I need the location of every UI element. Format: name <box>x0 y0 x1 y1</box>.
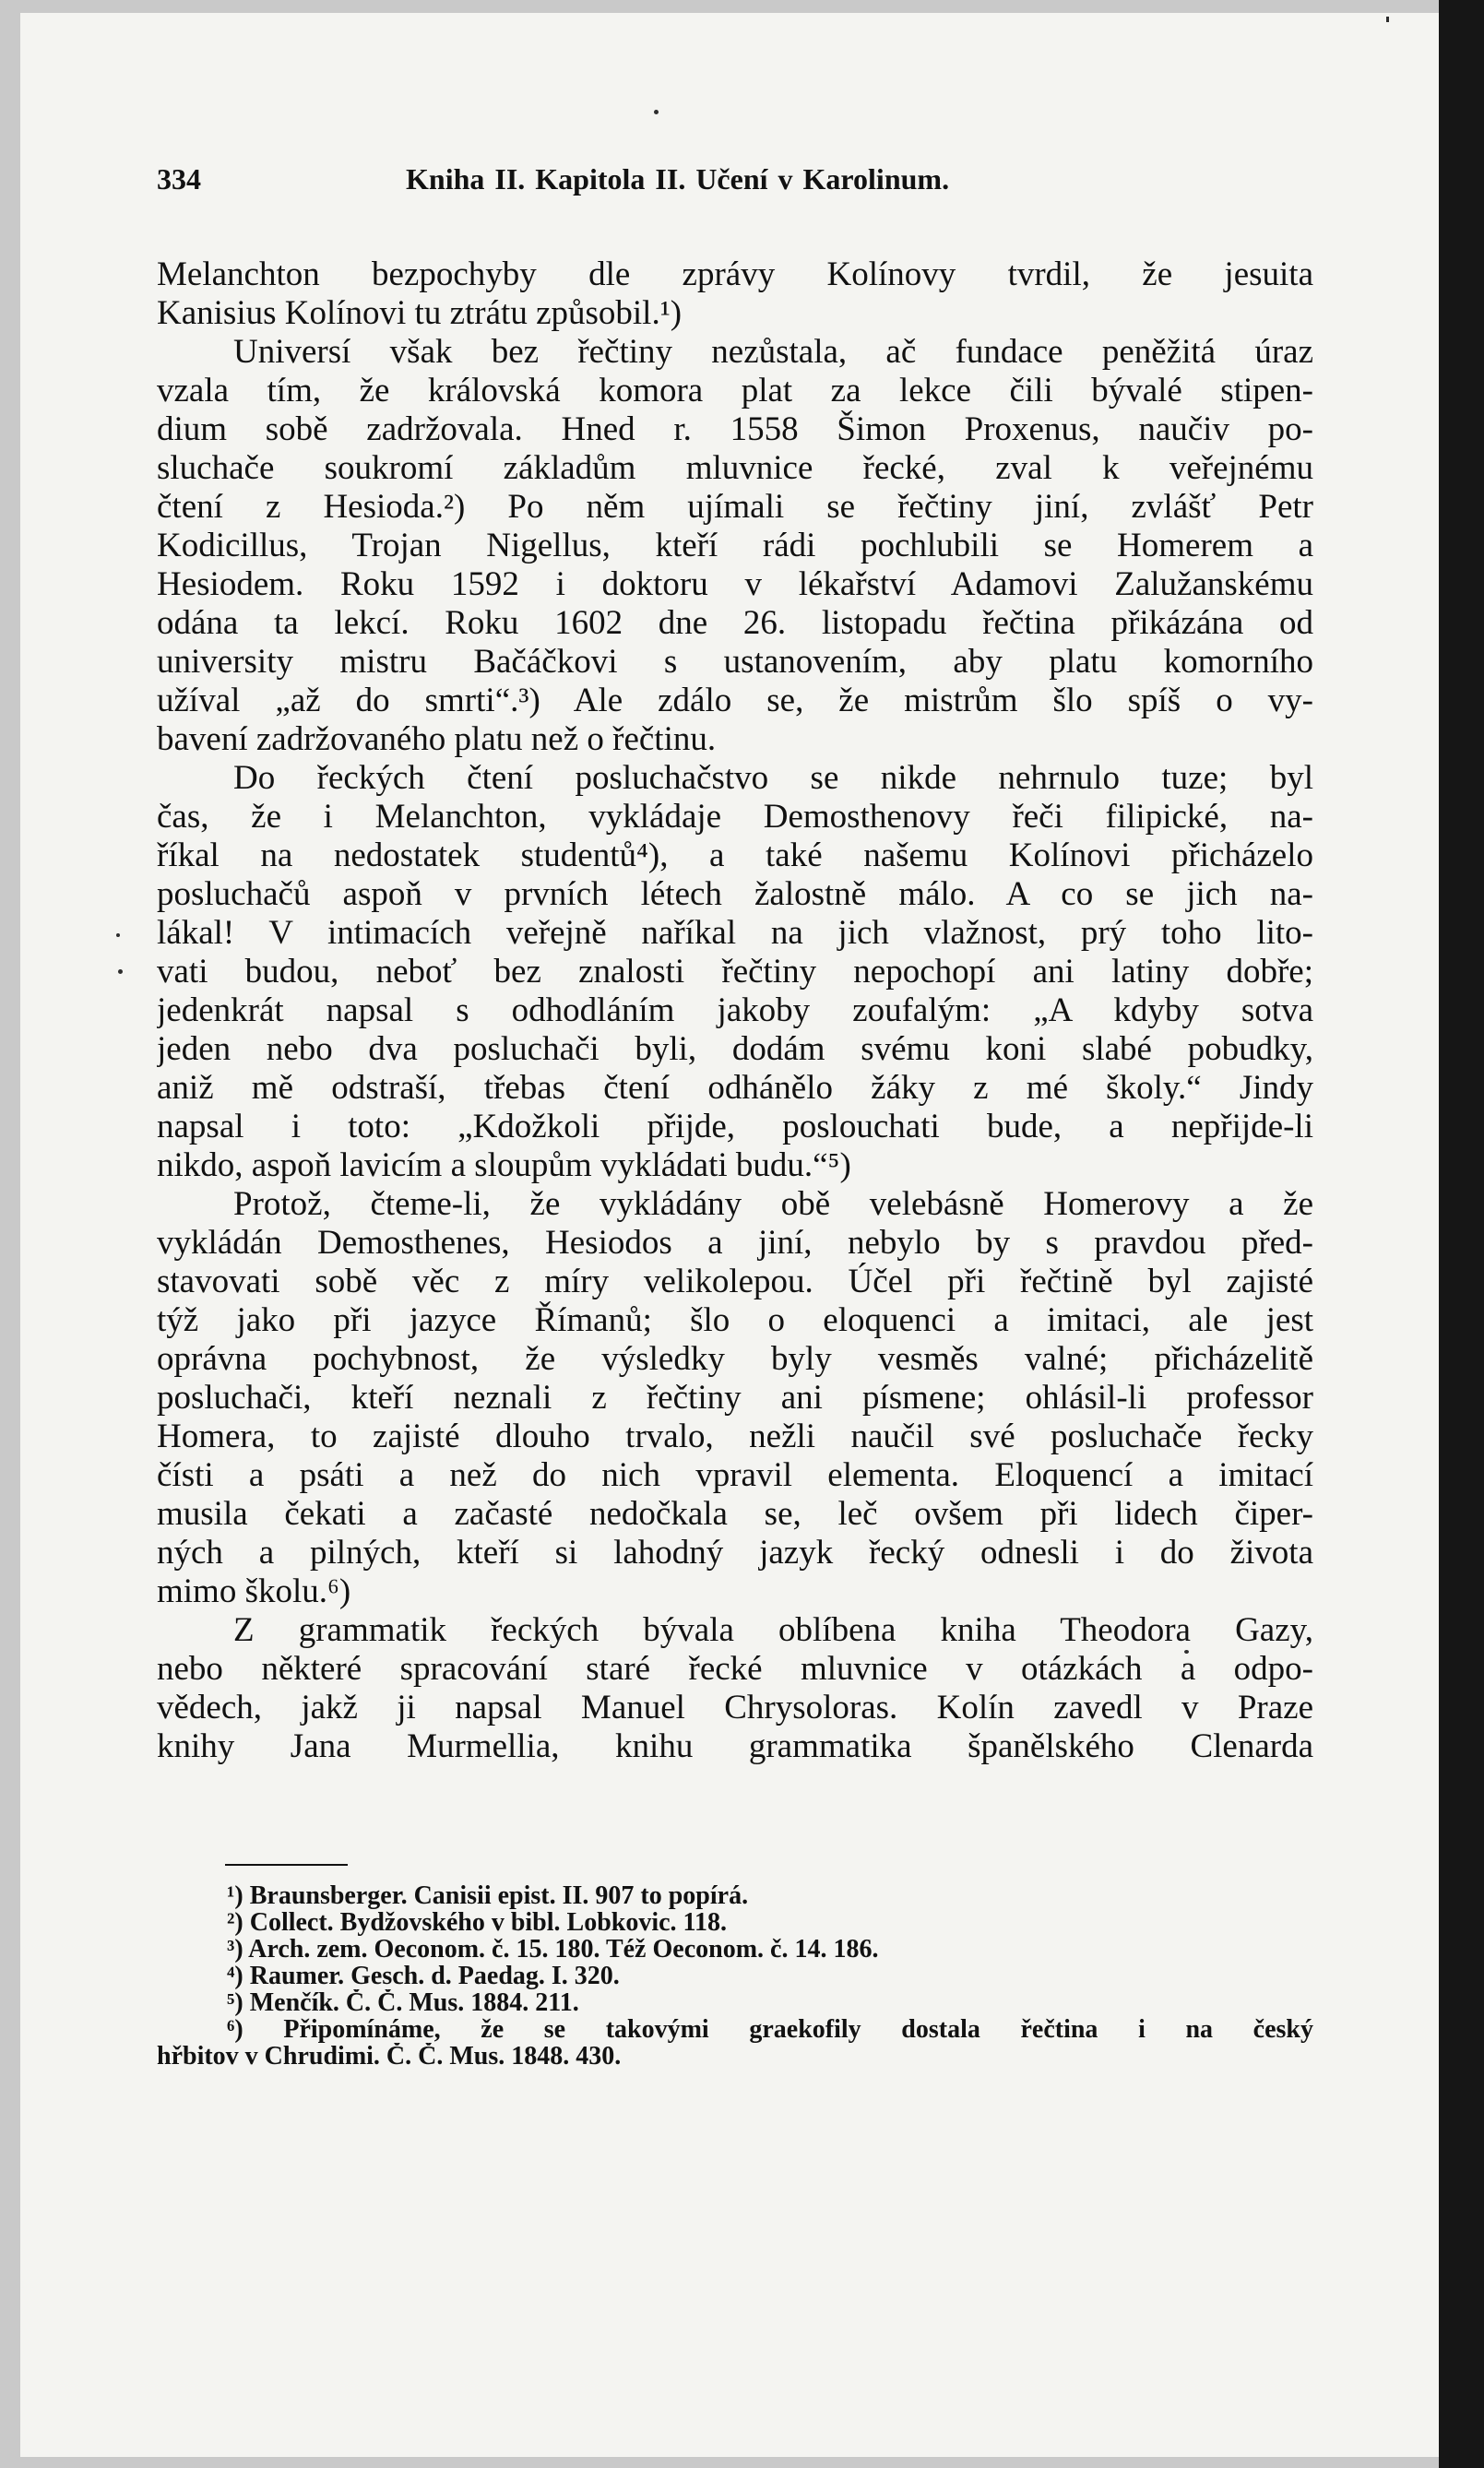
text-line: bavení zadržovaného platu než o řečtinu. <box>157 720 717 758</box>
text-line: nebo některé spracování staré řecké mluvnice v otázkách a odpo- <box>157 1650 1313 1688</box>
body-text <box>157 255 1313 1766</box>
text-line: jedenkrát napsal s odhodláním jakoby zoufalým: „A kdyby sotva <box>157 991 1313 1029</box>
footnotes <box>157 1882 1313 2070</box>
text-line: stavovati sobě věc z míry velikolepou. Účel při řečtině byl zajisté <box>157 1263 1313 1300</box>
footnote: ⁴) Raumer. Gesch. d. Paedag. I. 320. <box>227 1963 620 1989</box>
page-header <box>157 160 1313 197</box>
text-line: Hesiodem. Roku 1592 i doktoru v lékařství Adamovi Zalužanskému <box>157 565 1313 603</box>
footnote: ⁵) Menčík. Č. Č. Mus. 1884. 211. <box>227 1989 579 2016</box>
footnote-continuation: hřbitov v Chrudimi. Č. Č. Mus. 1848. 430. <box>157 2043 622 2070</box>
text-line: Do řeckých čtení posluchačstvo se nikde nehrnulo tuze; byl <box>233 759 1313 797</box>
text-line: Protož, čteme-li, že vykládány obě velebásně Homerovy a že <box>233 1185 1313 1223</box>
footnote: ³) Arch. zem. Oeconom. č. 15. 180. Též Oeconom. č. 14. 186. <box>227 1936 879 1963</box>
text-line: jeden nebo dva posluchači byli, dodám svému koni slabé pobudky, <box>157 1030 1313 1068</box>
text-line: vati budou, neboť bez znalosti řečtiny nepochopí ani latiny dobře; <box>157 953 1313 991</box>
text-line: aniž mě odstraší, třebas čtení odhánělo žáky z mé školy.“ Jindy <box>157 1069 1313 1107</box>
text-line: Z grammatik řeckých bývala oblíbena kniha Theodora Gazy, <box>233 1611 1313 1649</box>
text-line: ných a pilných, kteří si lahodný jazyk řecký odnesli i do života <box>157 1534 1313 1572</box>
paragraph <box>157 255 1313 333</box>
scan-edge-mark <box>1386 17 1389 22</box>
text-line: knihy Jana Murmellia, knihu grammatika španělského Clenarda <box>157 1727 1313 1765</box>
text-line: mimo školu.⁶) <box>157 1572 351 1610</box>
text-line: nikdo, aspoň lavicím a sloupům vykládati budu.“⁵) <box>157 1146 851 1184</box>
text-line: sluchače soukromí základům mluvnice řecké, zval k veřejnému <box>157 449 1313 487</box>
text-line: užíval „až do smrti“.³) Ale zdálo se, že mistrům šlo spíš o vy- <box>157 682 1313 719</box>
text-line: odána ta lekcí. Roku 1602 dne 26. listopadu řečtina přikázána od <box>157 604 1313 642</box>
paragraph <box>157 759 1313 1185</box>
text-line: Melanchton bezpochyby dle zprávy Kolínovy tvrdil, že jesuita <box>157 255 1313 293</box>
text-line: vykládán Demosthenes, Hesiodos a jiní, nebylo by s pravdou před- <box>157 1224 1313 1262</box>
text-line: Kodicillus, Trojan Nigellus, kteří rádi pochlubili se Homerem a <box>157 527 1313 564</box>
text-line: týž jako při jazyce Římanů; šlo o eloquenci a imitaci, ale jest <box>157 1301 1313 1339</box>
footnote: ⁶) Připomínáme, že se takovými graekofily dostala řečtina i na český <box>227 2016 1313 2043</box>
running-head: Kniha II. Kapitola II. Učení v Karolinum. <box>406 162 950 196</box>
text-line: Homera, to zajisté dlouho trvalo, nežli naučil své posluchače řecky <box>157 1418 1313 1455</box>
text-line: oprávna pochybnost, že výsledky byly vesměs valné; přicházelitě <box>157 1340 1313 1378</box>
text-line: vzala tím, že královská komora plat za lekce čili bývalé stipen- <box>157 372 1313 409</box>
scan-edge-shadow <box>1439 0 1484 2468</box>
text-line: napsal i toto: „Kdožkoli přijde, poslouchati bude, a nepřijde-li <box>157 1108 1313 1145</box>
text-line: vědech, jakž ji napsal Manuel Chrysoloras. Kolín zavedl v Praze <box>157 1689 1313 1726</box>
text-line: lákal! V intimacích veřejně naříkal na jich vlažnost, prý toho lito- <box>157 914 1313 952</box>
text-line: musila čekati a začasté nedočkala se, leč ovšem při lidech čiper- <box>157 1495 1313 1533</box>
page-number: 334 <box>157 162 201 196</box>
footnote: ²) Collect. Bydžovského v bibl. Lobkovic. 118. <box>227 1909 728 1936</box>
scan-speck <box>654 110 659 114</box>
paragraph <box>157 1185 1313 1611</box>
text-line: čísti a psáti a než do nich vpravil elementa. Eloquencí a imitací <box>157 1456 1313 1494</box>
text-line: Kanisius Kolínovi tu ztrátu způsobil.¹) <box>157 294 683 332</box>
text-line: dium sobě zadržovala. Hned r. 1558 Šimon Proxenus, naučiv po- <box>157 410 1313 448</box>
text-line: čtení z Hesioda.²) Po něm ujímali se řečtiny jiní, zvlášť Petr <box>157 488 1313 526</box>
footnote: ¹) Braunsberger. Canisii epist. II. 907 to popírá. <box>227 1882 749 1909</box>
paragraph <box>157 1611 1313 1766</box>
text-line: čas, že i Melanchton, vykládaje Demosthenovy řeči filipické, na- <box>157 798 1313 836</box>
text-line: posluchači, kteří neznali z řečtiny ani písmene; ohlásil-li professor <box>157 1379 1313 1417</box>
text-line: Universí však bez řečtiny nezůstala, ač fundace peněžitá úraz <box>233 333 1313 371</box>
paragraph <box>157 333 1313 759</box>
footnote-separator <box>225 1864 348 1866</box>
text-line: posluchačů aspoň v prvních létech žalostně málo. A co se jich na- <box>157 875 1313 913</box>
scan-speck <box>118 969 123 974</box>
scan-speck <box>116 933 120 937</box>
text-line: říkal na nedostatek studentů⁴), a také našemu Kolínovi přicházelo <box>157 837 1313 874</box>
text-line: university mistru Bačáčkovi s ustanovením, aby platu komorního <box>157 643 1313 681</box>
